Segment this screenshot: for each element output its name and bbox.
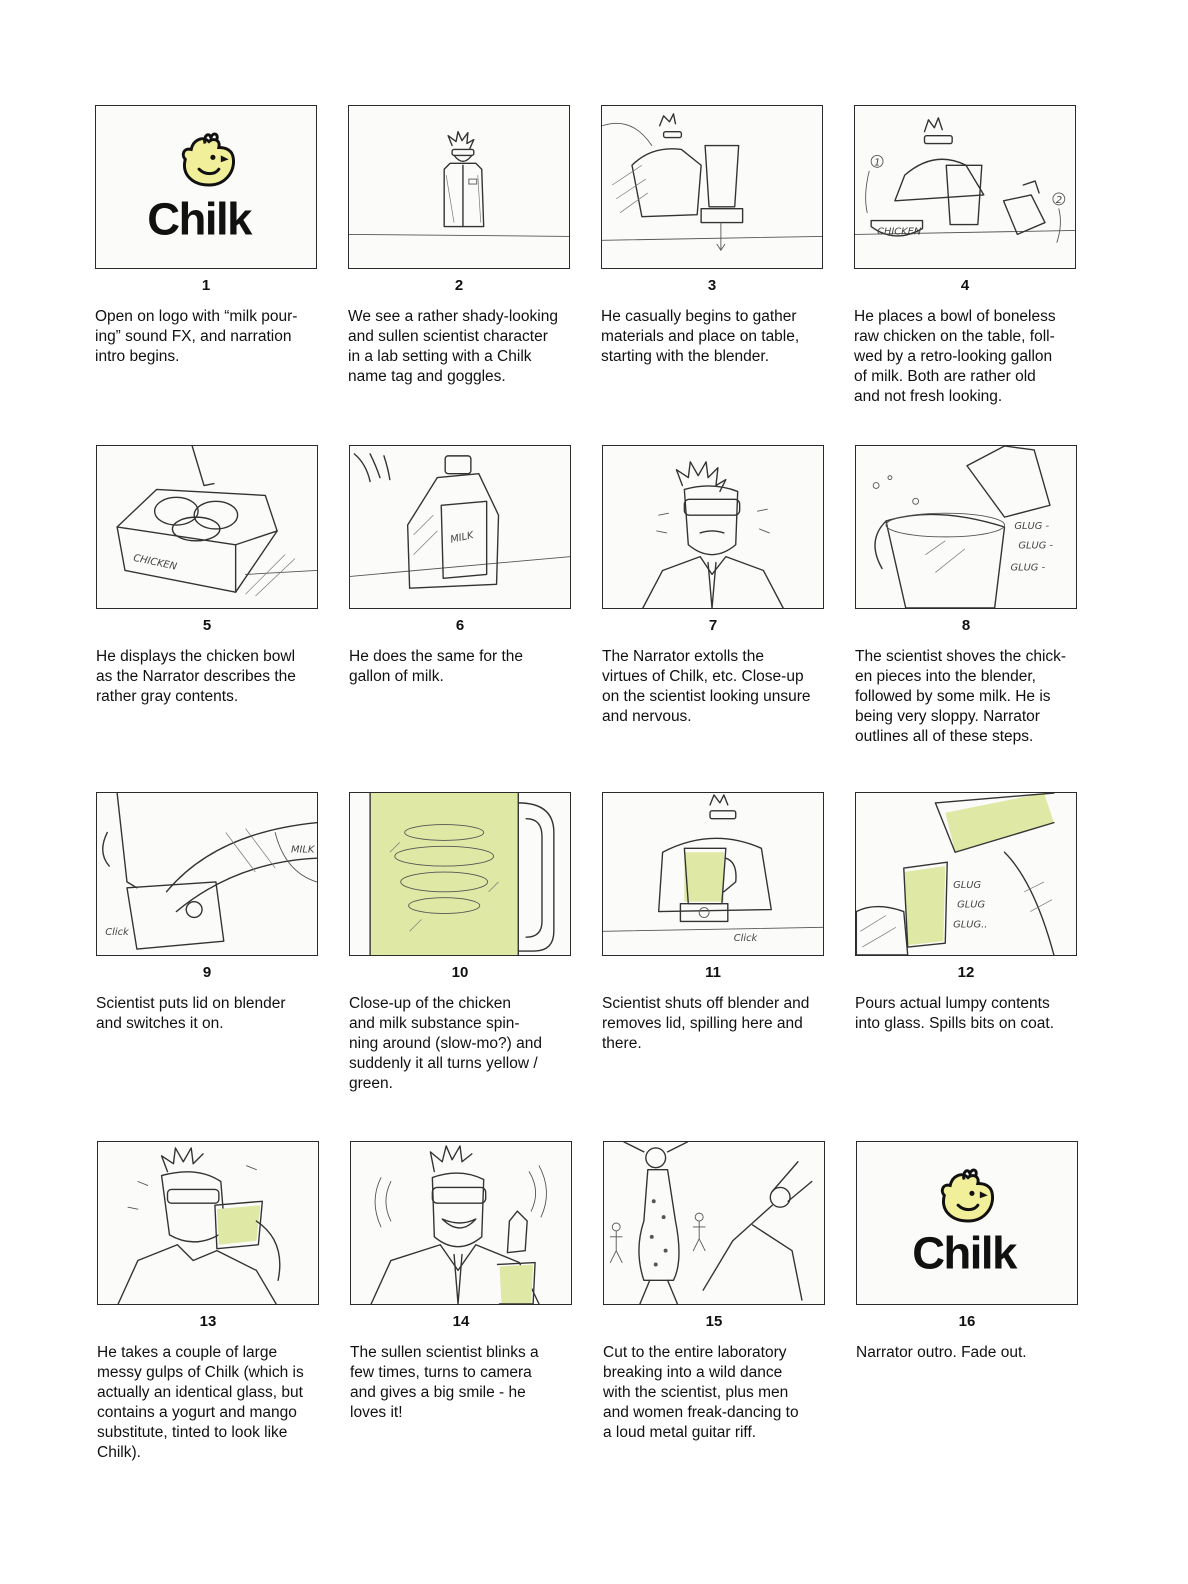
panel-number: 8 xyxy=(961,617,971,634)
storyboard-panel-5 xyxy=(96,445,318,707)
panel-image xyxy=(855,792,1077,956)
panel-number: 2 xyxy=(454,277,464,294)
panel-caption: Close-up of the chicken and milk substance spin- ning around (slow-mo?) and suddenly it all turns yellow / green. xyxy=(349,995,542,1092)
panel-number: 13 xyxy=(199,1313,217,1330)
scientist-blender-off-sketch xyxy=(603,793,823,955)
panel-number: 11 xyxy=(705,964,721,981)
panel-caption: Open on logo with “milk pour- ing” sound FX, and narration intro begins. xyxy=(95,308,298,365)
panel-number: 14 xyxy=(452,1313,470,1330)
storyboard-panel-3 xyxy=(601,105,823,367)
storyboard-panel-15 xyxy=(603,1141,825,1443)
storyboard-panel-12 xyxy=(855,792,1077,1034)
glug-sfx: GLUG xyxy=(953,879,982,891)
storyboard-panel-9 xyxy=(96,792,318,1034)
chicken-logo-icon xyxy=(183,134,233,185)
panel-number: 12 xyxy=(957,964,975,981)
logo-wordmark: Chilk xyxy=(912,1227,1016,1279)
glug-sfx: GLUG - xyxy=(1018,540,1054,552)
storyboard-panel-6 xyxy=(349,445,571,687)
click-sfx: Click xyxy=(105,927,129,939)
chicken-bowl-label: CHICKEN xyxy=(132,552,178,573)
panel-image xyxy=(854,105,1076,269)
panel-number: 1 xyxy=(201,277,211,294)
click-sfx: Click xyxy=(733,933,758,945)
panel-image xyxy=(349,792,571,956)
panel-caption: We see a rather shady-looking and sullen scientist character in a lab setting with a Chilk name tag and goggles. xyxy=(348,308,558,385)
storyboard-panel-4 xyxy=(854,105,1076,407)
panel-image xyxy=(603,1141,825,1305)
storyboard-panel-1 xyxy=(95,105,317,367)
panel-image xyxy=(856,1141,1078,1305)
panel-caption: Narrator outro. Fade out. xyxy=(856,1344,1027,1361)
panel-caption: Scientist puts lid on blender and switches it on. xyxy=(96,995,286,1032)
panel-number: 15 xyxy=(705,1313,723,1330)
blender-switch-sketch xyxy=(97,793,317,955)
panel-image xyxy=(96,445,318,609)
panel-caption: The sullen scientist blinks a few times, turns to camera and gives a big smile - he loves it! xyxy=(350,1344,539,1421)
chilk-logo xyxy=(857,1142,1077,1304)
storyboard-panel-8 xyxy=(855,445,1077,747)
panel-caption: He takes a couple of large messy gulps of Chilk (which is actually an identical glass, but contains a yogurt and mango substitute, tinted to look like Chilk). xyxy=(97,1344,304,1461)
milk-label-small: MILK xyxy=(290,844,315,856)
storyboard-panel-2 xyxy=(348,105,570,387)
panel-caption: Scientist shuts off blender and removes lid, spilling here and there. xyxy=(602,995,810,1052)
blender-pour-sketch xyxy=(856,446,1076,608)
pour-into-glass-sketch xyxy=(856,793,1076,955)
panel-image xyxy=(348,105,570,269)
panel-image xyxy=(95,105,317,269)
glug-sfx: GLUG xyxy=(957,899,986,911)
panel-image xyxy=(855,445,1077,609)
panel-image xyxy=(349,445,571,609)
logo-wordmark: Chilk xyxy=(147,193,251,245)
chicken-bowl-sketch xyxy=(97,446,317,608)
panel-caption: He displays the chicken bowl as the Narrator describes the rather gray contents. xyxy=(96,648,296,705)
scientist-blender-sketch xyxy=(602,106,822,268)
scientist-sketch xyxy=(349,106,569,268)
panel-caption: The scientist shoves the chick- en pieces into the blender, followed by some milk. He is being very sloppy. Narrator outlines all of these steps. xyxy=(855,648,1067,745)
panel-caption: He places a bowl of boneless raw chicken on the table, foll- wed by a retro-looking gallon of milk. Both are rather old and not fresh looking. xyxy=(854,308,1056,405)
storyboard-panel-13 xyxy=(97,1141,319,1463)
chilk-logo xyxy=(96,106,316,268)
storyboard-panel-10 xyxy=(349,792,571,1094)
panel-caption: The Narrator extolls the virtues of Chilk, etc. Close-up on the scientist looking unsure and nervous. xyxy=(602,648,811,725)
glug-sfx: GLUG - xyxy=(1014,520,1050,532)
dance-scene-sketch xyxy=(604,1142,824,1304)
step-marker-2: 2 xyxy=(1055,194,1063,206)
panel-image xyxy=(601,105,823,269)
panel-number: 16 xyxy=(958,1313,976,1330)
panel-number: 9 xyxy=(202,964,212,981)
storyboard-panel-16 xyxy=(856,1141,1078,1363)
storyboard-panel-7 xyxy=(602,445,824,727)
milk-gallon-sketch xyxy=(350,446,570,608)
storyboard-panel-11 xyxy=(602,792,824,1054)
storyboard-panel-14 xyxy=(350,1141,572,1423)
panel-caption: Pours actual lumpy contents into glass. Spills bits on coat. xyxy=(855,995,1055,1032)
panel-image xyxy=(97,1141,319,1305)
milk-label: MILK xyxy=(449,530,475,546)
panel-image xyxy=(350,1141,572,1305)
panel-number: 6 xyxy=(455,617,465,634)
nervous-scientist-sketch xyxy=(603,446,823,608)
panel-number: 4 xyxy=(960,277,970,294)
glug-sfx: GLUG - xyxy=(1010,562,1046,574)
panel-number: 7 xyxy=(708,617,718,634)
blender-closeup-sketch xyxy=(350,793,570,955)
chicken-label-small: CHICKEN xyxy=(877,226,922,238)
scientist-smile-sketch xyxy=(351,1142,571,1304)
step-marker-1: 1 xyxy=(874,157,881,169)
panel-caption: He does the same for the gallon of milk. xyxy=(349,648,524,685)
panel-caption: Cut to the entire laboratory breaking into a wild dance with the scientist, plus men and women freak-dancing to a loud metal guitar riff. xyxy=(603,1344,799,1441)
scientist-drinking-sketch xyxy=(98,1142,318,1304)
chicken-bowl-milk-sketch xyxy=(855,106,1075,268)
panel-image xyxy=(96,792,318,956)
chicken-logo-icon xyxy=(942,1170,992,1221)
panel-number: 10 xyxy=(451,964,469,981)
panel-number: 5 xyxy=(202,617,212,634)
panel-number: 3 xyxy=(707,277,717,294)
glug-sfx: GLUG.. xyxy=(953,919,988,931)
panel-image xyxy=(602,792,824,956)
panel-image xyxy=(602,445,824,609)
panel-caption: He casually begins to gather materials and place on table, starting with the blender. xyxy=(601,308,800,365)
